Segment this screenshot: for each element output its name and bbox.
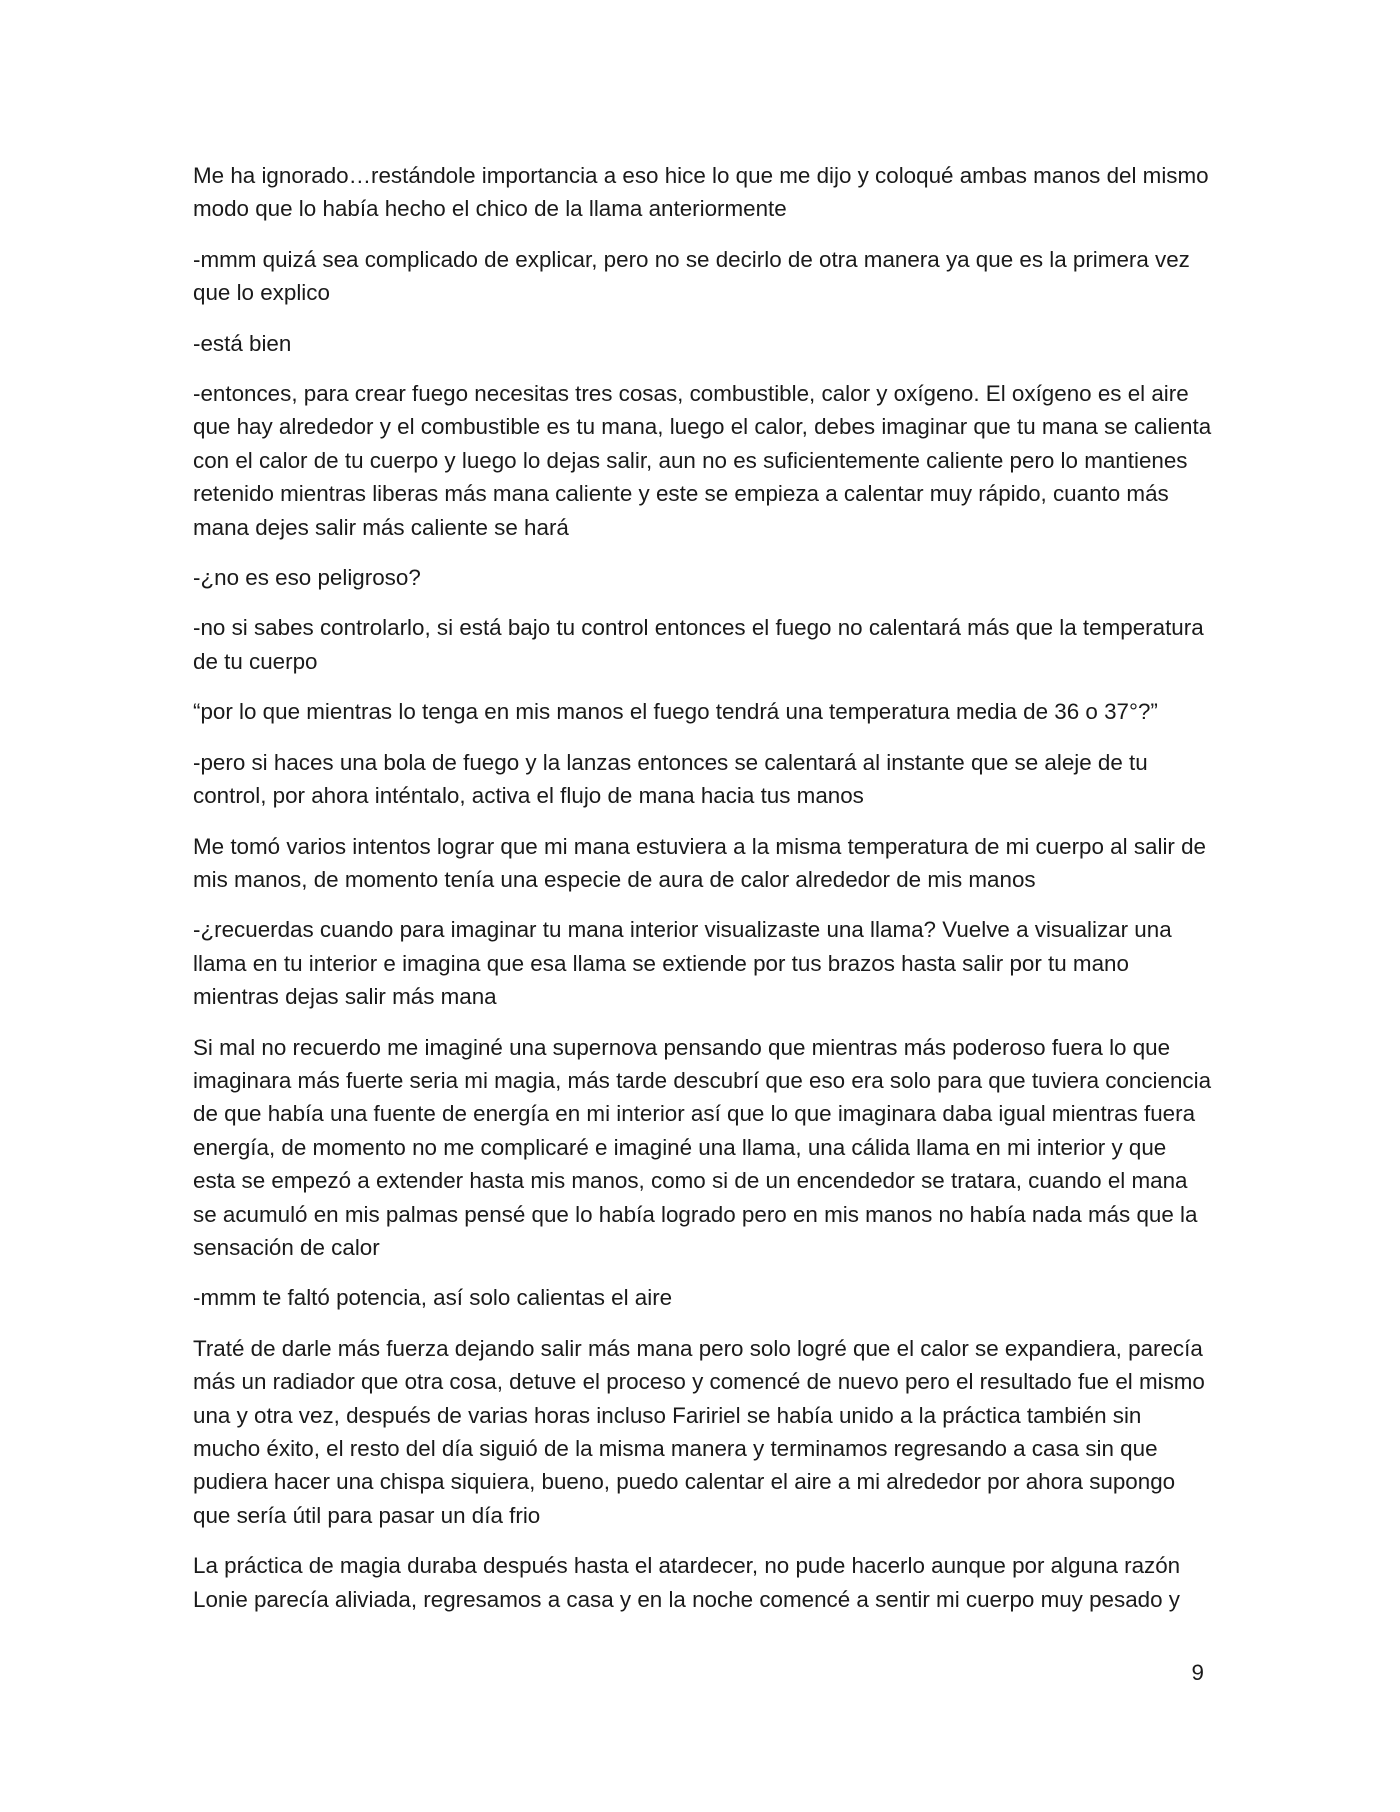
page-number: 9 (1191, 1660, 1204, 1685)
paragraph: -está bien (193, 330, 292, 356)
paragraph: -entonces, para crear fuego necesitas tres cosas, combustible, calor y oxígeno. El oxígeno es el aire que hay alrededor y el combustible es tu mana, luego el calor, debes imaginar que tu mana se calienta con el calor de tu cuerpo y luego lo dejas salir, aun no es suficientemente caliente pero lo mantienes retenido mientras liberas más mana caliente y este se empieza a calentar muy rápido, cuanto más mana dejes salir más caliente se hará (193, 381, 1212, 540)
page-body-text (193, 159, 1213, 1633)
paragraph: -¿no es eso peligroso? (193, 565, 421, 591)
paragraph: “por lo que mientras lo tenga en mis manos el fuego tendrá una temperatura media de 36 o 37°?” (193, 699, 1158, 725)
paragraph: Me tomó varios intentos lograr que mi mana estuviera a la misma temperatura de mi cuerpo al salir de mis manos, de momento tenía una especie de aura de calor alrededor de mis manos (193, 833, 1207, 892)
paragraph: Si mal no recuerdo me imaginé una supernova pensando que mientras más poderoso fuera lo que imaginara más fuerte seria mi magia, más tarde descubrí que eso era solo para que tuviera conciencia de que había una fuente de energía en mi interior así que lo que imaginara daba igual mientras fuera energía, de momento no me complicaré e imaginé una llama, una cálida llama en mi interior y que esta se empezó a extender hasta mis manos, como si de un encendedor se tratara, cuando el mana se acumuló en mis palmas pensé que lo había logrado pero en mis manos no había nada más que la sensación de calor (193, 1034, 1212, 1260)
paragraph: Traté de darle más fuerza dejando salir más mana pero solo logré que el calor se expandiera, parecía más un radiador que otra cosa, detuve el proceso y comencé de nuevo pero el resultado fue el mismo una y otra vez, después de varias horas incluso Faririel se había unido a la práctica también sin mucho éxito, el resto del día siguió de la misma manera y terminamos regresando a casa sin que pudiera hacer una chispa siquiera, bueno, puedo calentar el aire a mi alrededor por ahora supongo que sería útil para pasar un día frio (193, 1335, 1205, 1528)
paragraph: -mmm quizá sea complicado de explicar, pero no se decirlo de otra manera ya que es la primera vez que lo explico (193, 246, 1190, 306)
paragraph: La práctica de magia duraba después hasta el atardecer, no pude hacerlo aunque por alguna razón Lonie parecía aliviada, regresamos a casa y en la noche comencé a sentir mi cuerpo muy pesado y (193, 1553, 1181, 1612)
paragraph: -¿recuerdas cuando para imaginar tu mana interior visualizaste una llama? Vuelve a visualizar una llama en tu interior e imagina que esa llama se extiende por tus brazos hasta salir por tu mano mientras dejas salir más mana (193, 917, 1172, 1010)
paragraph: -pero si haces una bola de fuego y la lanzas entonces se calentará al instante que se aleje de tu control, por ahora inténtalo, activa el flujo de mana hacia tus manos (193, 749, 1148, 809)
paragraph: Me ha ignorado…restándole importancia a eso hice lo que me dijo y coloqué ambas manos del mismo modo que lo había hecho el chico de la llama anteriormente (193, 163, 1209, 222)
paragraph: -mmm te faltó potencia, así solo calientas el aire (193, 1285, 673, 1311)
paragraph: -no si sabes controlarlo, si está bajo tu control entonces el fuego no calentará más que la temperatura de tu cuerpo (193, 615, 1204, 674)
